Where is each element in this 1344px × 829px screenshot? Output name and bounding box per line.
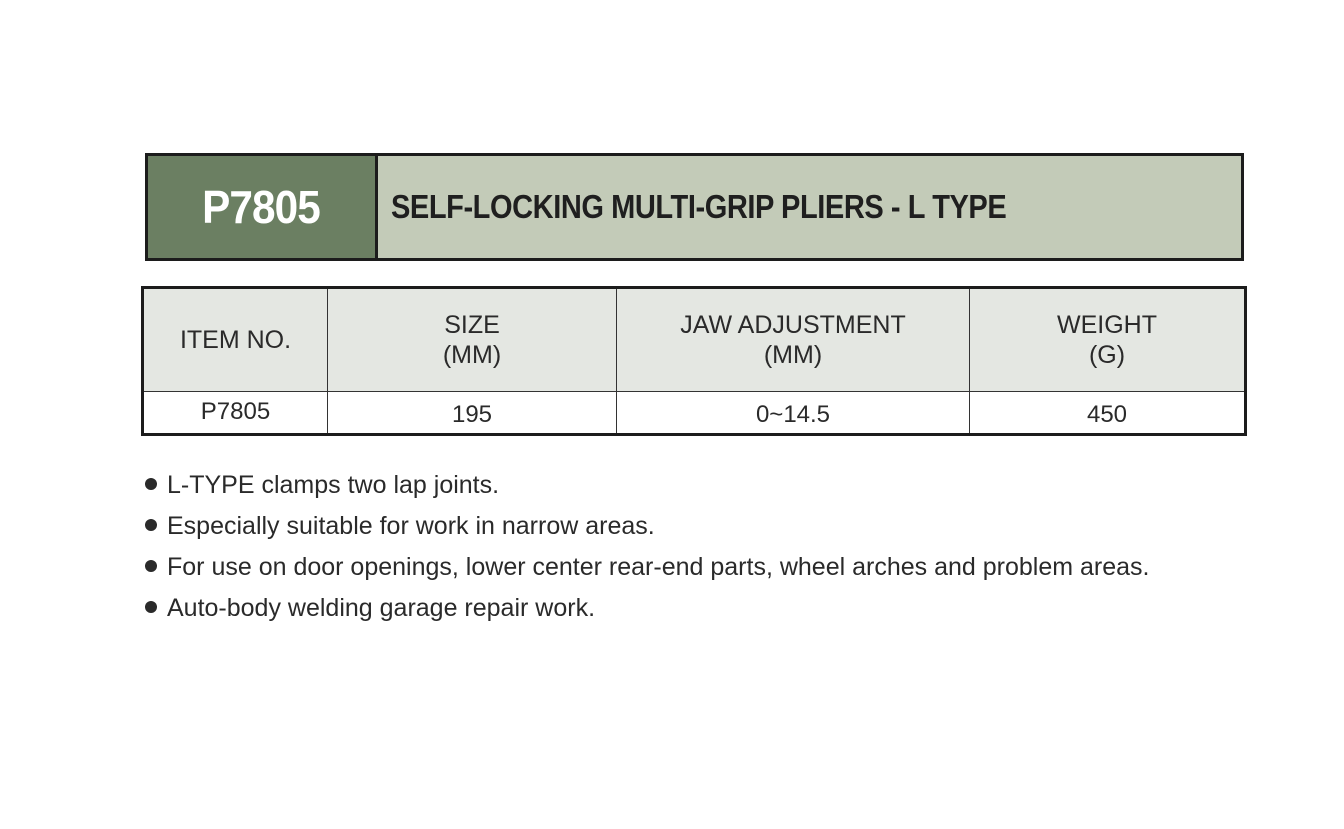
product-title-box: [378, 156, 1241, 258]
cell-size: 195: [328, 392, 617, 435]
table-row: [143, 392, 1246, 435]
column-header-size: SIZE (MM): [328, 288, 617, 392]
product-title: SELF-LOCKING MULTI-GRIP PLIERS - L TYPE: [391, 188, 1007, 225]
spec-table: [141, 286, 1247, 436]
bullet-icon: [145, 478, 157, 490]
bullet-icon: [145, 560, 157, 572]
list-item: For use on door openings, lower center rear-end parts, wheel arches and problem areas.: [145, 547, 1149, 588]
cell-jaw-adjustment: 0~14.5: [617, 392, 970, 435]
cell-weight: 450: [970, 392, 1246, 435]
column-header-jaw-adjustment: JAW ADJUSTMENT (MM): [617, 288, 970, 392]
list-item: Auto-body welding garage repair work.: [145, 588, 1149, 629]
list-item: L-TYPE clamps two lap joints.: [145, 465, 1149, 506]
product-code-box: [148, 156, 378, 258]
product-code: P7805: [202, 181, 321, 233]
column-header-weight: WEIGHT (G): [970, 288, 1246, 392]
product-header: [145, 153, 1244, 261]
feature-list: [145, 465, 1149, 629]
bullet-icon: [145, 519, 157, 531]
column-header-item-no: ITEM NO.: [143, 288, 328, 392]
cell-item-no: P7805: [143, 392, 328, 435]
spec-table-header-row: [143, 288, 1246, 392]
list-item: Especially suitable for work in narrow areas.: [145, 506, 1149, 547]
bullet-icon: [145, 601, 157, 613]
